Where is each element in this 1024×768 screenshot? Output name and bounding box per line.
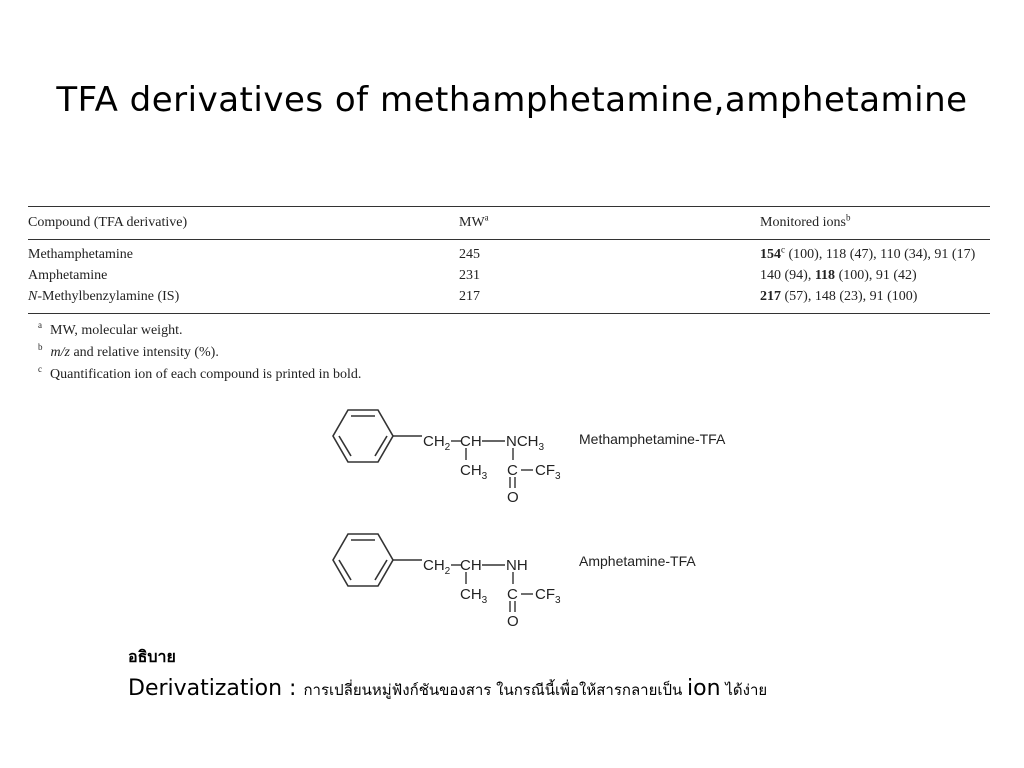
ch-group: CH — [460, 557, 482, 574]
ch3-group: $CH_3$ — [460, 586, 488, 606]
compound-name: Methamphetamine — [28, 247, 133, 262]
quantification-ion: 217 — [760, 289, 781, 304]
footnote — [28, 364, 361, 386]
header-ions — [760, 207, 850, 239]
footnote — [28, 342, 361, 364]
compound-name: Amphetamine — [28, 268, 108, 283]
header-ions-label: Monitored ions — [760, 215, 846, 230]
derivatization-term: Derivatization : — [128, 676, 304, 701]
slide-title: TFA derivatives of methamphetamine,amphetamine — [56, 80, 968, 120]
ch2-group: $CH_2$ — [423, 557, 451, 577]
row-compound — [28, 244, 133, 265]
compound-name: -Methylbenzylamine (IS) — [37, 289, 180, 304]
footnote-text: and relative intensity (%). — [69, 345, 219, 360]
row-ions — [760, 265, 917, 286]
quantification-ion: 154 — [760, 247, 781, 262]
row-ions — [760, 244, 975, 265]
benzene-ring — [333, 410, 393, 462]
cf3-group: $CF_3$ — [535, 462, 561, 482]
ch-group: CH — [460, 433, 482, 450]
ch2-group: $CH_2$ — [423, 433, 451, 453]
table-bottom-rule — [28, 313, 990, 314]
methamphetamine-tfa-structure — [333, 410, 726, 506]
header-compound: Compound (TFA derivative) — [28, 215, 188, 230]
definition-tail: ได้ง่าย — [720, 681, 768, 699]
header-mw-label: MW — [459, 215, 485, 230]
header-ions-footnote-mark: b — [845, 212, 851, 223]
oxygen-atom: O — [507, 489, 519, 506]
table-row — [28, 244, 990, 265]
ions-rest: (57), 148 (23), 91 (100) — [781, 289, 918, 304]
explanation-line — [128, 676, 767, 702]
footnote-mark: c — [38, 364, 42, 375]
table-row — [28, 265, 990, 286]
methamphetamine-tfa-label: Methamphetamine-TFA — [579, 431, 726, 447]
row-mw: 245 — [459, 247, 480, 262]
carbonyl-carbon: C — [507, 462, 518, 479]
ion-footnote-mark: c — [781, 244, 785, 255]
footnote-text: Quantification ion of each compound is printed in bold. — [50, 367, 362, 382]
ch3-group: $CH_3$ — [460, 462, 488, 482]
cf3-group: $CF_3$ — [535, 586, 561, 606]
ion-table — [28, 206, 990, 314]
row-compound — [28, 265, 107, 286]
oxygen-atom: O — [507, 613, 519, 630]
row-ions — [760, 286, 917, 307]
footnote-mark: a — [38, 320, 42, 331]
ions-pre: 140 (94), — [760, 268, 815, 283]
amine-group: NH — [506, 557, 528, 574]
footnote-italic: m/z — [50, 345, 70, 360]
footnote-mark: b — [38, 342, 43, 353]
quantification-ion: 118 — [814, 268, 836, 283]
amine-group: $NCH_3$ — [506, 433, 545, 453]
compound-prefix: N — [28, 289, 38, 304]
header-mw-footnote-mark: a — [484, 212, 489, 223]
carbonyl-carbon: C — [507, 586, 518, 603]
ions-rest: (100), 118 (47), 110 (34), 91 (17) — [785, 247, 976, 262]
table-header-row — [28, 207, 990, 239]
row-mw: 217 — [459, 289, 480, 304]
amphetamine-tfa-label: Amphetamine-TFA — [579, 553, 696, 569]
derivatization-definition: การเปลี่ยนหมู่ฟังก์ชันของสาร ในกรณีนี้เพื่อให้สารกลายเป็น — [303, 681, 688, 699]
footnote — [28, 320, 361, 342]
table-row — [28, 286, 990, 307]
row-compound — [28, 286, 179, 307]
table-footnotes — [28, 320, 361, 386]
benzene-ring — [333, 534, 393, 586]
ions-rest: (100), 91 (42) — [835, 268, 917, 283]
footnote-text: MW, molecular weight. — [50, 323, 183, 338]
table-body — [28, 240, 990, 313]
chemical-structures — [330, 398, 770, 638]
row-mw: 231 — [459, 268, 480, 283]
ion-word: ion — [687, 676, 721, 701]
amphetamine-tfa-structure — [333, 534, 696, 630]
explanation-heading: อธิบาย — [128, 647, 176, 666]
header-mw — [459, 207, 489, 239]
